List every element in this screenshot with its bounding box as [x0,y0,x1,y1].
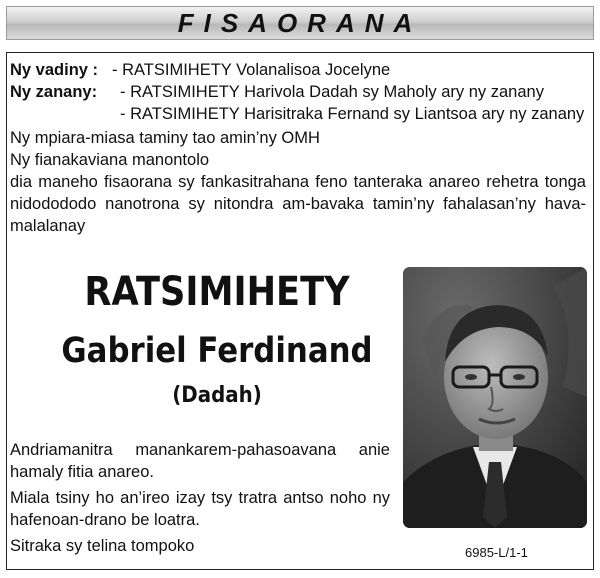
signature-line: Sitraka sy telina tompoko [10,537,195,555]
header-banner [6,6,594,40]
deceased-given-names: Gabriel Ferdinand [61,331,373,371]
zanany-value-1: - RATSIMIHETY Harivola Dadah sy Maholy ary ny zanany [120,83,544,101]
header-title: FISAORANA [177,7,423,38]
deceased-surname: RATSIMIHETY [84,269,350,315]
relatives-line: Ny fianakaviana manontolo [10,151,210,169]
thanks-paragraph: dia maneho fisaorana sy fankasitrahana feno tanteraka anareo rehetra tonga nidodododo nanotrona sy nitondra am-bavaka tamin’ny fahalasan’ny hava-malalanay [10,173,586,235]
zanany-value-2: - RATSIMIHETY Harisitraka Fernand sy Liantsoa ary ny zanany [120,105,585,123]
deceased-nickname: (Dadah) [172,383,262,408]
portrait-photo [403,267,587,528]
notice-box [6,52,594,570]
colleagues-line: Ny mpiara-miasa taminy tao amin’ny OMH [10,129,320,147]
zanany-label: Ny zanany: [10,83,98,101]
vadiny-value: - RATSIMIHETY Volanalisoa Jocelyne [112,61,391,79]
portrait-photo-icon [403,267,587,528]
reference-code: 6985-L/1-1 [465,545,528,560]
apology-paragraph: Miala tsiny ho an’ireo izay tsy tratra antso noho ny hafenoan-drano be loatra. [10,489,390,529]
blessing-paragraph: Andriamanitra manankarem-pahasoavana anie hamaly fitia anareo. [10,441,390,481]
vadiny-label: Ny vadiny : [10,61,99,79]
